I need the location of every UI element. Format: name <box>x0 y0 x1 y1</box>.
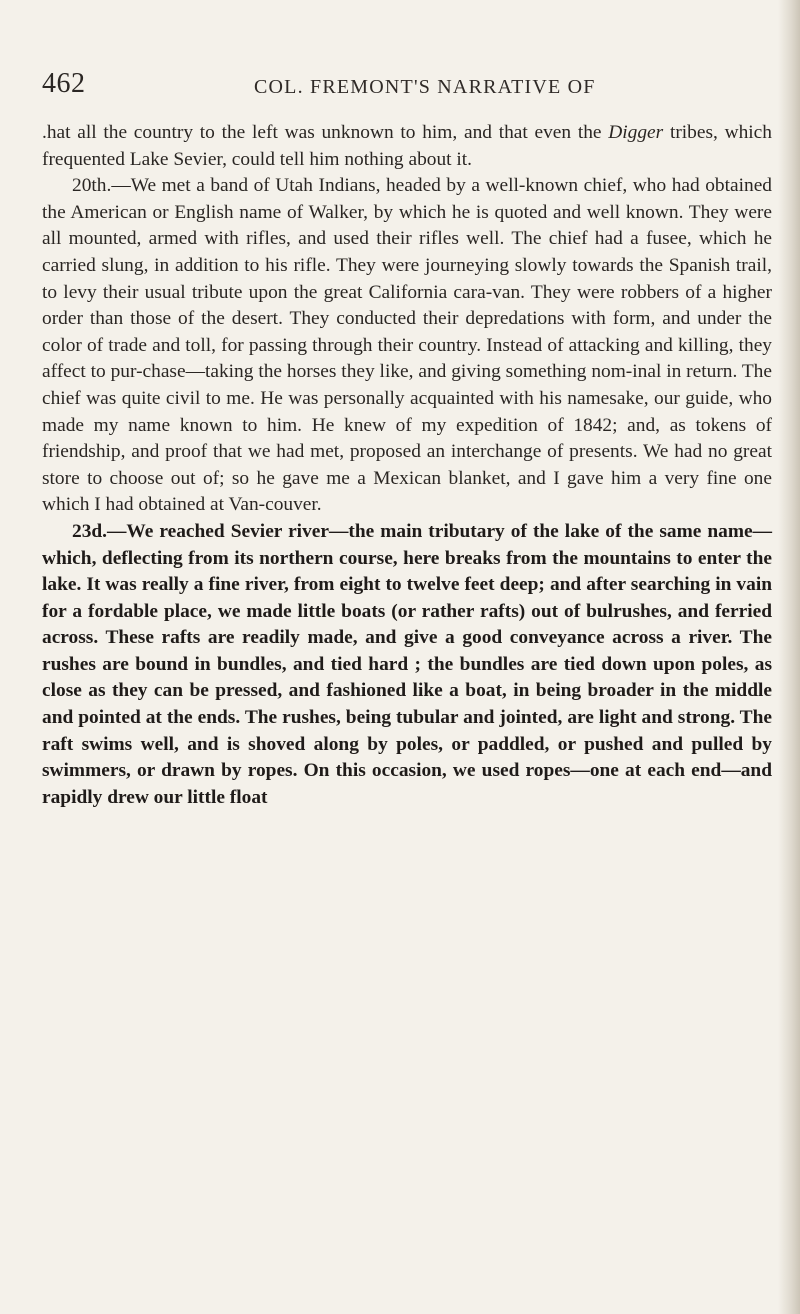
running-head <box>42 68 772 108</box>
paragraph-1 <box>42 120 772 173</box>
book-page <box>42 68 772 811</box>
paragraph-20th <box>42 173 772 519</box>
paragraph-23d <box>42 519 772 812</box>
paragraph-1-text-a: .hat all the country to the left was unknown to him, and that even the <box>42 122 609 143</box>
page-edge-shadow <box>778 0 800 1314</box>
running-title: COL. FREMONT'S NARRATIVE OF <box>254 76 596 98</box>
page-number: 462 <box>42 68 86 99</box>
body-text <box>42 120 772 811</box>
paragraph-1-text-b: tribes, which frequented Lake Sevier, could tell him nothing about it. <box>42 122 772 170</box>
paragraph-20th-text: 20th.—We met a band of Utah Indians, headed by a well-known chief, who had obtained the American or English name of Walker, by which he is quoted and well known. They were all mounted, armed with rifles, and used their rifles well. The chief had a fusee, which he carried slung, in addition to his rifle. They were journeying slowly towards the Spanish trail, to levy their usual tribute upon the great California cara-van. They were robbers of a higher order than those of the desert. They conducted their depredations with form, and under the color of trade and toll, for passing through their country. Instead of attacking and killing, they affect to pur-chase—taking the horses they like, and giving something nom-inal in return. The chief was quite civil to me. He was personally acquainted with his namesake, our guide, who made my name known to him. He knew of my expedition of 1842; and, as tokens of friendship, and proof that we had met, proposed an interchange of presents. We had no great store to choose out of; so he gave me a Mexican blanket, and I gave him a very fine one which I had obtained at Van-couver. <box>42 175 772 516</box>
paragraph-1-italic-digger: Digger <box>608 122 664 143</box>
paragraph-23d-text: 23d.—We reached Sevier river—the main tributary of the lake of the same name—which, deflecting from its northern course, here breaks from the mountains to enter the lake. It was really a fine river, from eight to twelve feet deep; and after searching in vain for a fordable place, we made little boats (or rather rafts) out of bulrushes, and ferried across. These rafts are readily made, and give a good conveyance across a river. The rushes are bound in bundles, and tied hard ; the bundles are tied down upon poles, as close as they can be pressed, and fashioned like a boat, in being broader in the middle and pointed at the ends. The rushes, being tubular and jointed, are light and strong. The raft swims well, and is shoved along by poles, or paddled, or pushed and pulled by swimmers, or drawn by ropes. On this occasion, we used ropes—one at each end—and rapidly drew our little float <box>42 520 772 808</box>
